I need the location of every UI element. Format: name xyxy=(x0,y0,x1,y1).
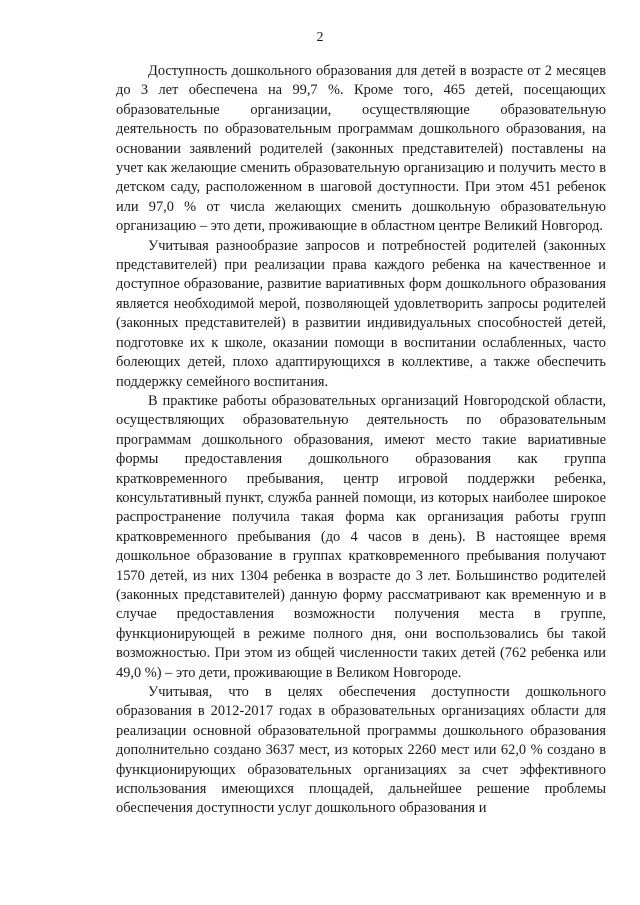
page-number: 2 xyxy=(316,30,324,45)
paragraph-4: Учитывая, что в целях обеспечения доступности дошкольного образования в 2012-2017 годах в образовательных организациях области для реализации основной образовательной программы дошкольного образования дополнительно создано 3637 мест, из которых 2260 мест или 62,0 % создано в функционирующих образовательных организациях за счет эффективного использования имеющихся площадей, дальнейшее решение проблемы обеспечения доступности услуг дошкольного образования и xyxy=(116,684,606,817)
paragraph-2: Учитывая разнообразие запросов и потребностей родителей (законных представителей) при реализации права каждого ребенка на качественное и доступное образование, развитие вариативных форм дошкольного образования является необходимой мерой, позволяющей удовлетворить запросы родителей (законных представителей) в развитии индивидуальных способностей детей, подготовке их к школе, оказании помощи в воспитании ослабленных, часто болеющих детей, плохо адаптирующихся в коллективе, а также обеспечить поддержку семейного воспитания. xyxy=(116,237,606,390)
paragraph-1: Доступность дошкольного образования для детей в возрасте от 2 месяцев до 3 лет обеспечена на 99,7 %. Кроме того, 465 детей, посещающих образовательные организации, осуществляющие образовательную деятельность по образовательным программам дошкольного образования, на основании заявлений родителей (законных представителей) поставлены на учет как желающие сменить образовательную организацию и получить место в детском саду, расположенном в шаговой доступности. При этом 451 ребенок или 97,0 % от числа желающих сменить дошкольную образовательную организацию – это дети, проживающие в областном центре Великий Новгород. xyxy=(116,63,606,235)
document-body xyxy=(116,62,606,819)
paragraph-3: В практике работы образовательных организаций Новгородской области, осуществляющих образовательную деятельность по образовательным программам дошкольного образования, имеют место такие вариативные формы предоставления дошкольного образования как группа кратковременного пребывания, центр игровой поддержки ребенка, консультативный пункт, служба ранней помощи, из которых наиболее широкое распространение получила такая форма как организация работы групп кратковременного пребывания (до 4 часов в день). В настоящее время дошкольное образование в группах кратковременного пребывания получают 1570 детей, из них 1304 ребенка в возрасте до 3 лет. Большинство родителей (законных представителей) данную форму рассматривают как временную и в случае предоставления возможности получения места в группе, функционирующей в режиме полного дня, они воспользовались бы такой возможностью. При этом из общей численности таких детей (762 ребенка или 49,0 %) – это дети, проживающие в Великом Новгороде. xyxy=(116,392,606,681)
